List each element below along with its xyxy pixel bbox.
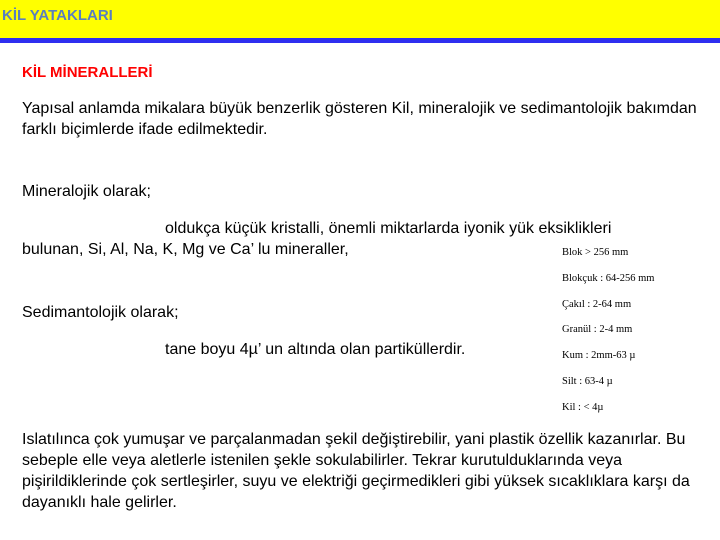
scale-row-cakil: Çakıl : 2-64 mm [562,298,632,310]
section-heading: KİL MİNERALLERİ [22,64,153,81]
sedimentological-definition: tane boyu 4µ’ un altında olan partiküllerdir. [165,341,466,358]
grain-size-scale [562,240,702,421]
scale-row-blok: Blok > 256 mm [562,247,629,258]
mineralogical-definition-line2: bulunan, Si, Al, Na, K, Mg ve Ca’ lu mineraller, [22,241,349,258]
scale-row-granul: Granül : 2-4 mm [562,324,633,336]
title-rule [0,38,720,43]
outro-paragraph: Islatılınca çok yumuşar ve parçalanmadan şekil değiştirebilir, yani plastik özellik kazanırlar. Bu sebeple elle veya aletlerle istenilen şekle sokulabilirler. Tekrar kurutulduklarında veya pişirildiklerinde çok sertleşirler, suyu ve elektriği geçirmedikleri gibi yüksek sıcaklıklara karşı da dayanıklı hale gelirler. [22,431,690,511]
scale-row-kil: Kil : < 4µ [562,401,604,413]
mineralogical-definition-line1: oldukça küçük kristalli, önemli miktarlarda iyonik yük eksiklikleri [165,220,612,237]
intro-paragraph: Yapısal anlamda mikalara büyük benzerlik gösteren Kil, mineralojik ve sedimantolojik bakımdan farklı biçimlerde ifade edilmektedir. [22,100,697,138]
title-band [0,0,720,38]
mineralogical-label: Mineralojik olarak; [22,183,151,200]
slide-title: KİL YATAKLARI [2,7,113,24]
sedimentological-label: Sedimantolojik olarak; [22,304,179,321]
scale-row-kum: Kum : 2mm-63 µ [562,350,636,362]
scale-row-blokcuk: Blokçuk : 64-256 mm [562,272,655,284]
scale-row-silt: Silt : 63-4 µ [562,375,613,387]
